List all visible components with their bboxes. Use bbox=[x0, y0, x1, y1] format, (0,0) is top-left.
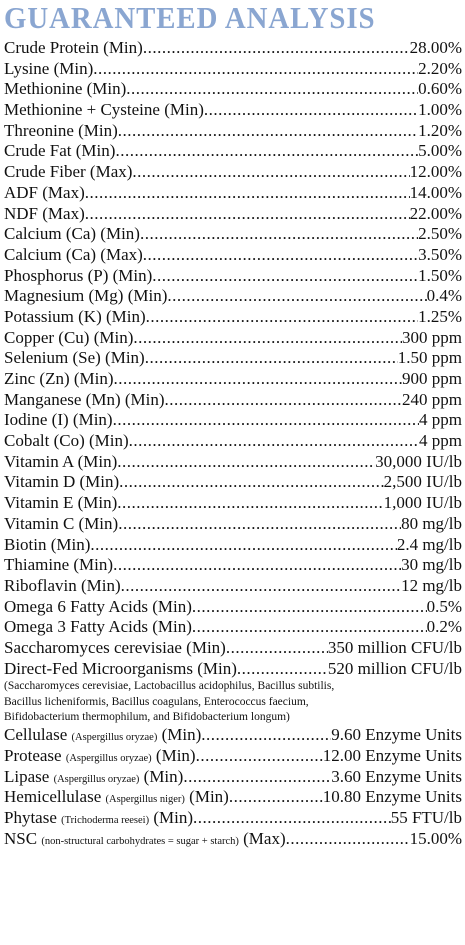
nutrient-label: NDF (Max) bbox=[4, 203, 85, 223]
nutrient-name bbox=[4, 79, 126, 100]
nutrient-name bbox=[4, 452, 117, 473]
dot-leader bbox=[143, 245, 418, 266]
nutrient-name bbox=[4, 266, 152, 287]
analysis-row bbox=[4, 787, 462, 808]
dot-leader bbox=[118, 121, 418, 142]
dot-leader bbox=[119, 472, 383, 493]
dot-leader bbox=[192, 617, 427, 638]
analysis-row bbox=[4, 746, 462, 767]
dot-leader bbox=[114, 369, 402, 390]
analysis-row bbox=[4, 767, 462, 788]
nutrient-name bbox=[4, 725, 201, 746]
dot-leader bbox=[132, 162, 409, 183]
dot-leader bbox=[152, 266, 418, 287]
nutrient-label: Selenium (Se) (Min) bbox=[4, 348, 145, 368]
nutrient-label: Biotin (Min) bbox=[4, 534, 91, 554]
analysis-row bbox=[4, 659, 462, 680]
nutrient-value: 2,500 IU/lb bbox=[383, 472, 462, 492]
nutrient-name bbox=[4, 472, 119, 493]
nutrient-name bbox=[4, 121, 118, 142]
nutrient-name bbox=[4, 829, 286, 850]
analysis-row bbox=[4, 59, 462, 80]
nutrient-value: 12 mg/lb bbox=[401, 575, 462, 595]
nutrient-value: 1,000 IU/lb bbox=[383, 493, 462, 513]
nutrient-name bbox=[4, 245, 143, 266]
nutrient-label: Vitamin C (Min) bbox=[4, 513, 119, 533]
nutrient-name bbox=[4, 493, 117, 514]
dot-leader bbox=[192, 597, 427, 618]
nutrient-name bbox=[4, 348, 145, 369]
analysis-row bbox=[4, 410, 462, 431]
nutrient-label: Copper (Cu) (Min) bbox=[4, 327, 134, 347]
nutrient-label: Cobalt (Co) (Min) bbox=[4, 431, 129, 451]
nutrient-name bbox=[4, 286, 167, 307]
nutrient-name bbox=[4, 787, 229, 808]
nutrient-qualifier: (Max) bbox=[238, 828, 286, 848]
note-line: (Saccharomyces cerevisiae, Lactobacillus acidophilus, Bacillus subtilis, bbox=[4, 680, 335, 693]
dot-leader bbox=[145, 348, 398, 369]
analysis-row bbox=[4, 808, 462, 829]
nutrient-name bbox=[4, 224, 140, 245]
enzyme-list bbox=[4, 725, 462, 849]
dot-leader bbox=[113, 555, 401, 576]
analysis-row bbox=[4, 638, 462, 659]
nutrient-name bbox=[4, 390, 165, 411]
nutrient-label: Lysine (Min) bbox=[4, 58, 94, 78]
nutrient-qualifier: (Min) bbox=[149, 807, 194, 827]
analysis-row bbox=[4, 555, 462, 576]
analysis-row bbox=[4, 286, 462, 307]
nutrient-value: 300 ppm bbox=[402, 327, 462, 347]
nutrient-label: Crude Fiber (Max) bbox=[4, 162, 133, 182]
dot-leader bbox=[121, 576, 401, 597]
dot-leader bbox=[90, 535, 396, 556]
dot-leader bbox=[201, 725, 331, 746]
nutrient-name bbox=[4, 38, 143, 59]
nutrient-name bbox=[4, 514, 118, 535]
nutrient-source: (Aspergillus niger) bbox=[105, 794, 185, 806]
nutrient-label: Riboflavin (Min) bbox=[4, 575, 121, 595]
nutrient-value: 10.80 Enzyme Units bbox=[322, 787, 462, 807]
dot-leader bbox=[126, 79, 418, 100]
nutrient-value: 3.60 Enzyme Units bbox=[331, 766, 462, 786]
nutrient-label: Zinc (Zn) (Min) bbox=[4, 369, 114, 388]
nutrient-value: 5.00% bbox=[418, 141, 462, 161]
nutrient-value: 2.20% bbox=[418, 58, 462, 78]
dot-leader bbox=[286, 829, 410, 850]
nutrient-name bbox=[4, 328, 133, 349]
nutrient-label: Cellulase bbox=[4, 725, 72, 745]
nutrient-value: 2.4 mg/lb bbox=[396, 534, 462, 554]
nutrient-value: 0.2% bbox=[426, 617, 462, 637]
nutrient-name bbox=[4, 204, 85, 225]
nutrient-label: Omega 6 Fatty Acids (Min) bbox=[4, 596, 192, 616]
nutrient-value: 14.00% bbox=[409, 182, 462, 202]
nutrient-label: Saccharomyces cerevisiae (Min) bbox=[4, 637, 226, 657]
nutrient-value: 0.4% bbox=[426, 286, 462, 306]
nutrient-label: Threonine (Min) bbox=[4, 120, 118, 140]
page-title: GUARANTEED ANALYSIS bbox=[4, 0, 376, 35]
dot-leader bbox=[167, 286, 426, 307]
dot-leader bbox=[143, 38, 410, 59]
analysis-row bbox=[4, 204, 462, 225]
nutrient-value: 1.25% bbox=[418, 306, 462, 326]
note-line: Bifidobacterium thermophilum, and Bifidobacterium longum) bbox=[4, 710, 290, 723]
nutrient-value: 2.50% bbox=[418, 224, 462, 244]
nutrient-label: Direct-Fed Microorganisms (Min) bbox=[4, 658, 237, 678]
analysis-row bbox=[4, 535, 462, 556]
analysis-row bbox=[4, 183, 462, 204]
nutrient-name bbox=[4, 597, 192, 618]
nutrient-label: Protease bbox=[4, 745, 66, 765]
note-line: Bacillus licheniformis, Bacillus coagulans, Enterococcus faecium, bbox=[4, 695, 309, 708]
analysis-row bbox=[4, 141, 462, 162]
nutrient-source: (Aspergillus oryzae) bbox=[71, 732, 158, 744]
nutrient-label: Iodine (I) (Min) bbox=[4, 410, 113, 430]
nutrient-value: 30,000 IU/lb bbox=[375, 451, 462, 471]
nutrient-value: 900 ppm bbox=[402, 369, 462, 388]
nutrient-value: 520 million CFU/lb bbox=[327, 658, 462, 678]
nutrient-label: Vitamin A (Min) bbox=[4, 451, 118, 471]
dot-leader bbox=[196, 746, 323, 767]
nutrient-name bbox=[4, 808, 193, 829]
nutrient-value: 22.00% bbox=[409, 203, 462, 223]
nutrient-name bbox=[4, 59, 93, 80]
dot-leader bbox=[165, 390, 403, 411]
analysis-row bbox=[4, 431, 462, 452]
dot-leader bbox=[204, 100, 418, 121]
nutrient-label: Calcium (Ca) (Min) bbox=[4, 224, 140, 244]
nutrient-value: 1.00% bbox=[418, 100, 462, 120]
nutrient-label: Methionine + Cysteine (Min) bbox=[4, 100, 204, 120]
nutrient-name bbox=[4, 576, 121, 597]
analysis-row bbox=[4, 121, 462, 142]
nutrient-value: 1.20% bbox=[418, 120, 462, 140]
nutrient-value: 240 ppm bbox=[402, 389, 462, 409]
nutrient-name bbox=[4, 555, 113, 576]
nutrient-value: 12.00 Enzyme Units bbox=[322, 745, 462, 765]
nutrient-value: 0.5% bbox=[426, 596, 462, 616]
nutrient-name bbox=[4, 141, 115, 162]
nutrient-label: Crude Protein (Min) bbox=[4, 38, 143, 57]
dot-leader bbox=[115, 141, 418, 162]
microorganism-note bbox=[4, 679, 462, 725]
nutrient-source: (Trichoderma reesei) bbox=[61, 814, 150, 826]
nutrient-label: Omega 3 Fatty Acids (Min) bbox=[4, 617, 192, 637]
nutrient-label: Crude Fat (Min) bbox=[4, 141, 116, 161]
nutrient-value: 0.60% bbox=[418, 79, 462, 99]
nutrient-label: Magnesium (Mg) (Min) bbox=[4, 286, 168, 306]
nutrient-name bbox=[4, 369, 114, 390]
nutrient-value: 28.00% bbox=[409, 38, 462, 57]
nutrient-label: Manganese (Mn) (Min) bbox=[4, 389, 165, 409]
dot-leader bbox=[129, 431, 419, 452]
nutrient-qualifier: (Min) bbox=[151, 745, 196, 765]
nutrient-value: 55 FTU/lb bbox=[390, 807, 462, 827]
analysis-row bbox=[4, 493, 462, 514]
nutrient-label: Vitamin E (Min) bbox=[4, 493, 118, 513]
nutrient-label: Thiamine (Min) bbox=[4, 555, 114, 575]
dot-leader bbox=[93, 59, 418, 80]
nutrient-value: 1.50% bbox=[418, 265, 462, 285]
nutrient-name bbox=[4, 100, 204, 121]
nutrient-label: Lipase bbox=[4, 766, 54, 786]
analysis-row bbox=[4, 245, 462, 266]
nutrient-qualifier: (Min) bbox=[184, 787, 229, 807]
nutrient-value: 350 million CFU/lb bbox=[327, 637, 462, 657]
nutrient-label: Vitamin D (Min) bbox=[4, 472, 120, 492]
nutrient-label: Phosphorus (P) (Min) bbox=[4, 265, 153, 285]
nutrient-value: 80 mg/lb bbox=[401, 513, 462, 533]
nutrient-value: 1.50 ppm bbox=[397, 348, 462, 368]
nutrient-value: 4 ppm bbox=[419, 410, 462, 430]
dot-leader bbox=[183, 767, 331, 788]
nutrient-source: (Aspergillus oryzae) bbox=[53, 773, 140, 785]
analysis-row bbox=[4, 369, 462, 390]
nutrient-name bbox=[4, 767, 183, 788]
dot-leader bbox=[140, 224, 418, 245]
dot-leader bbox=[85, 183, 410, 204]
analysis-row bbox=[4, 328, 462, 349]
analysis-row bbox=[4, 617, 462, 638]
nutrient-value: 12.00% bbox=[409, 162, 462, 182]
nutrient-value: 30 mg/lb bbox=[401, 555, 462, 575]
nutrient-name bbox=[4, 617, 192, 638]
nutrient-name bbox=[4, 659, 237, 680]
nutrient-name bbox=[4, 183, 85, 204]
analysis-row bbox=[4, 79, 462, 100]
nutrient-value: 9.60 Enzyme Units bbox=[331, 725, 462, 745]
nutrient-value: 15.00% bbox=[409, 828, 462, 848]
nutrient-label: Methionine (Min) bbox=[4, 79, 127, 99]
analysis-row bbox=[4, 390, 462, 411]
analysis-row bbox=[4, 38, 462, 59]
nutrient-label: NSC bbox=[4, 828, 42, 848]
analysis-row bbox=[4, 348, 462, 369]
analysis-row bbox=[4, 576, 462, 597]
nutrient-label: ADF (Max) bbox=[4, 182, 85, 202]
analysis-row bbox=[4, 266, 462, 287]
nutrient-value: 3.50% bbox=[418, 244, 462, 264]
dot-leader bbox=[146, 307, 418, 328]
dot-leader bbox=[193, 808, 391, 829]
analysis-row bbox=[4, 514, 462, 535]
analysis-row bbox=[4, 100, 462, 121]
dot-leader bbox=[133, 328, 402, 349]
dot-leader bbox=[113, 410, 419, 431]
analysis-row bbox=[4, 452, 462, 473]
nutrient-qualifier: (Min) bbox=[157, 725, 202, 745]
dot-leader bbox=[117, 493, 383, 514]
nutrient-name bbox=[4, 431, 129, 452]
nutrient-value: 4 ppm bbox=[419, 431, 462, 451]
nutrient-source: (Aspergillus oryzae) bbox=[65, 752, 152, 764]
nutrient-label: Calcium (Ca) (Max) bbox=[4, 244, 143, 264]
dot-leader bbox=[226, 638, 328, 659]
dot-leader bbox=[85, 204, 410, 225]
analysis-row bbox=[4, 597, 462, 618]
nutrient-name bbox=[4, 746, 196, 767]
nutrient-name bbox=[4, 638, 226, 659]
analysis-row bbox=[4, 472, 462, 493]
nutrient-source: (non-structural carbohydrates = sugar + starch) bbox=[41, 835, 239, 847]
analysis-row bbox=[4, 162, 462, 183]
dot-leader bbox=[118, 514, 401, 535]
nutrient-name bbox=[4, 307, 146, 328]
nutrient-qualifier: (Min) bbox=[139, 766, 184, 786]
analysis-row bbox=[4, 725, 462, 746]
analysis-row bbox=[4, 224, 462, 245]
dot-leader bbox=[237, 659, 328, 680]
analysis-list bbox=[4, 38, 462, 679]
analysis-row bbox=[4, 307, 462, 328]
nutrient-label: Phytase bbox=[4, 807, 62, 827]
analysis-row bbox=[4, 829, 462, 850]
nutrient-name bbox=[4, 162, 132, 183]
nutrient-label: Potassium (K) (Min) bbox=[4, 306, 146, 326]
nutrient-name bbox=[4, 535, 90, 556]
dot-leader bbox=[117, 452, 375, 473]
nutrient-label: Hemicellulase bbox=[4, 787, 106, 807]
nutrient-name bbox=[4, 410, 113, 431]
dot-leader bbox=[229, 787, 323, 808]
